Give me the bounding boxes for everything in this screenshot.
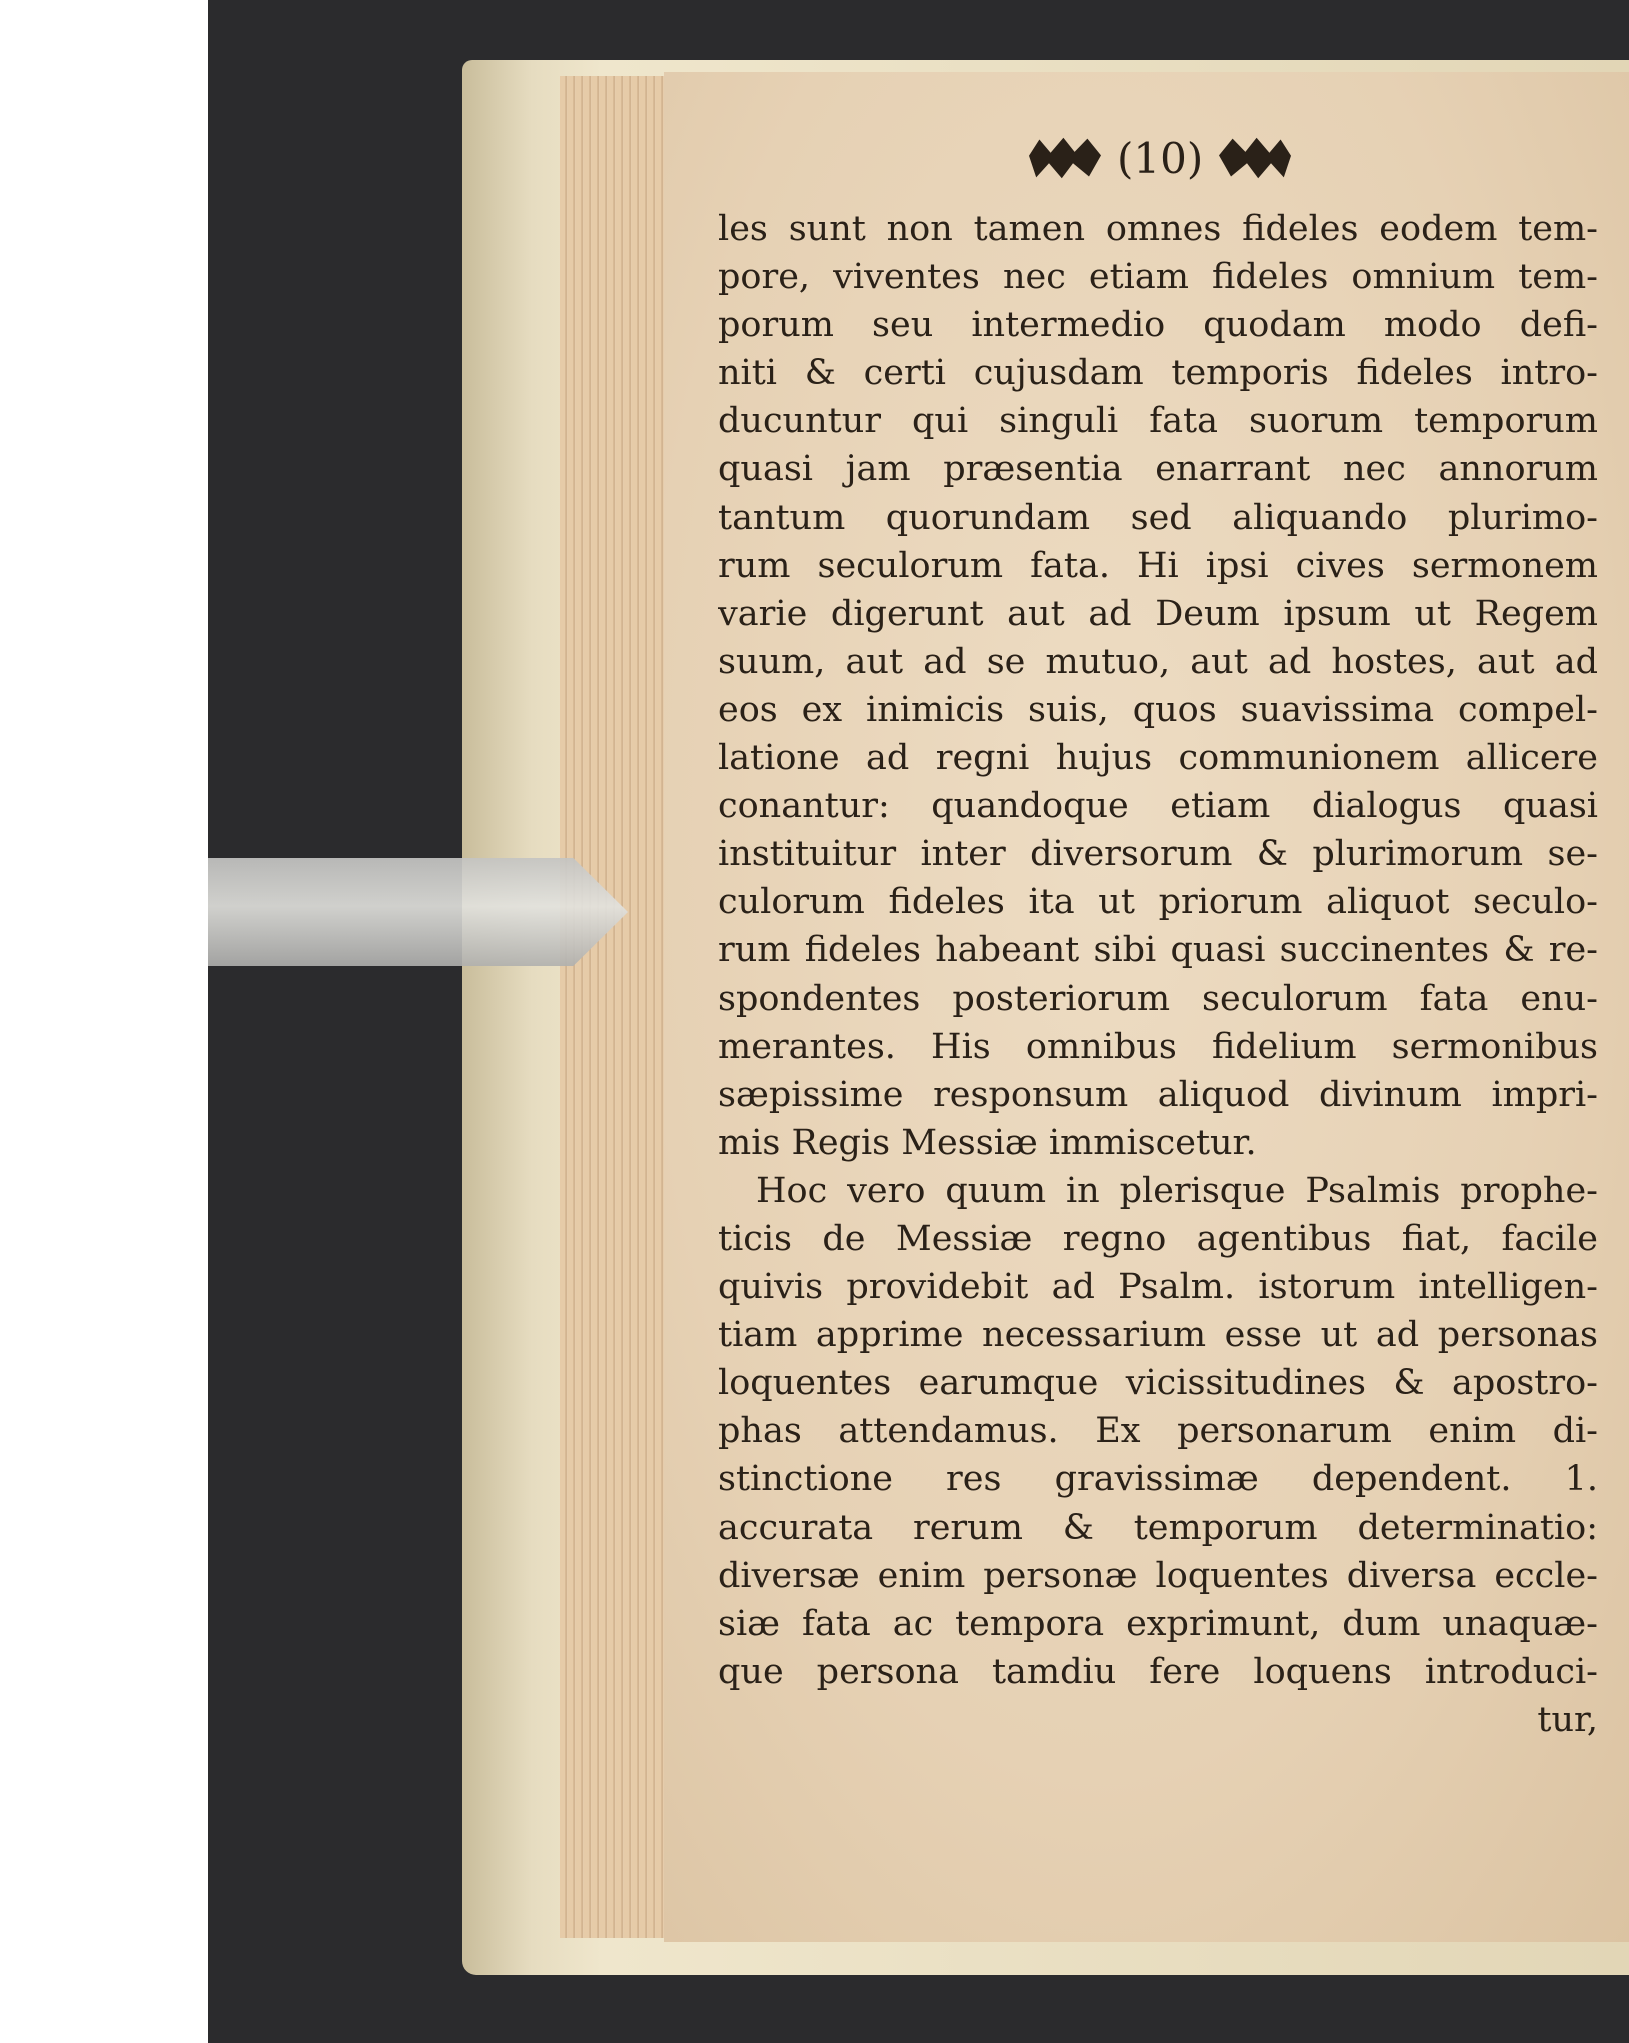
text-line: diversæ enim personæ loquentes diversa eccle- — [718, 1555, 1598, 1596]
text-line: varie digerunt aut ad Deum ipsum ut Regem — [718, 593, 1598, 634]
text-line: que persona tamdiu fere loquens introduci- — [718, 1651, 1598, 1692]
text-line: suum, aut ad se mutuo, aut ad hostes, aut ad — [718, 641, 1598, 682]
text-line: tiam apprime necessarium esse ut ad personas — [718, 1315, 1598, 1356]
text-line: rum seculorum fata. Hi ipsi cives sermonem — [718, 545, 1598, 586]
scan-margin — [0, 0, 208, 2043]
running-header — [1025, 130, 1295, 186]
text-line: pore, viventes nec etiam fideles omnium tem- — [718, 257, 1598, 298]
text-line: culorum fideles ita ut priorum aliquot seculo- — [718, 882, 1598, 923]
text-line: quasi jam præsentia enarrant nec annorum — [718, 449, 1598, 490]
text-line: quivis providebit ad Psalm. istorum intelligen- — [718, 1267, 1598, 1308]
ornament-left-icon — [1025, 136, 1105, 180]
text-line: niti & certi cujusdam temporis fideles intro- — [718, 353, 1598, 394]
text-line: ticis de Messiæ regno agentibus fiat, facile — [718, 1218, 1598, 1259]
text-line: ducuntur qui singuli fata suorum temporum — [718, 401, 1598, 442]
text-line: siæ fata ac tempora exprimunt, dum unaquæ- — [718, 1603, 1598, 1644]
text-line: spondentes posteriorum seculorum fata enu- — [718, 978, 1598, 1019]
body-text — [718, 205, 1598, 1744]
text-line: accurata rerum & temporum determinatio: — [718, 1507, 1598, 1548]
text-line: merantes. His omnibus fidelium sermonibus — [718, 1026, 1598, 1067]
bookmark-clasp — [208, 858, 628, 966]
text-line: rum fideles habeant sibi quasi succinentes & re- — [718, 930, 1598, 971]
text-line: porum seu intermedio quodam modo defi- — [718, 305, 1598, 346]
text-line: sæpissime responsum aliquod divinum impri- — [718, 1074, 1598, 1115]
page-number: (10) — [1117, 133, 1204, 183]
ornament-right-icon — [1215, 136, 1295, 180]
text-line: les sunt non tamen omnes fideles eodem tem- — [718, 209, 1598, 249]
text-line: instituitur inter diversorum & plurimorum se- — [718, 834, 1598, 875]
catchword: tur, — [1537, 1699, 1598, 1740]
text-line: phas attendamus. Ex personarum enim di- — [718, 1411, 1598, 1452]
text-line: latione ad regni hujus communionem allicere — [718, 738, 1598, 779]
page-edges — [560, 76, 666, 1938]
text-line: loquentes earumque vicissitudines & apostro- — [718, 1363, 1598, 1404]
text-line: eos ex inimicis suis, quos suavissima compel- — [718, 689, 1598, 730]
text-line: Hoc vero quum in plerisque Psalmis prophe- — [756, 1170, 1598, 1211]
text-line: conantur: quandoque etiam dialogus quasi — [718, 786, 1598, 827]
text-line: tantum quorundam sed aliquando plurimo- — [718, 497, 1598, 538]
text-line: stinctione res gravissimæ dependent. 1. — [718, 1459, 1598, 1500]
text-line: mis Regis Messiæ immiscetur. — [718, 1122, 1257, 1163]
